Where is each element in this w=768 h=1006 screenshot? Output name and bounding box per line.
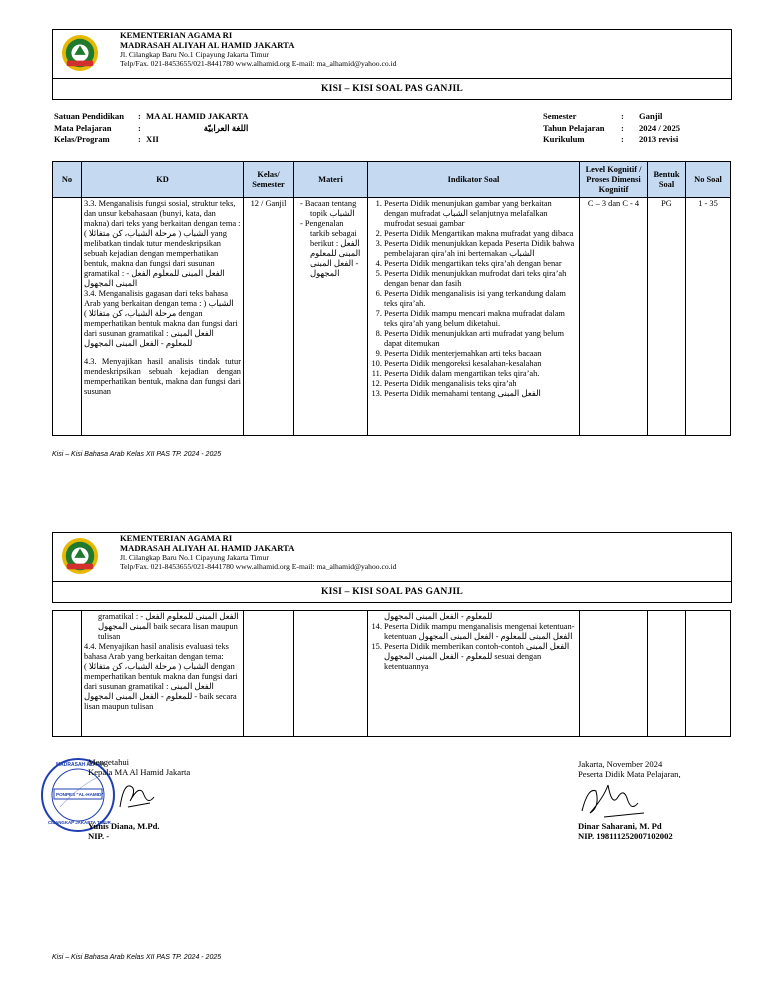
indikator-item: 14. Peserta Didik mampu menganalisis mengenai ketentuan-ketentuan الفعل المبنى للمعلوم - الفعل المبنى المجهول <box>384 622 577 642</box>
school-logo-icon <box>61 537 99 575</box>
header-bentuk: Bentuk Soal <box>648 162 686 198</box>
sign-right-line2: Peserta Didik Mata Pelajaran, <box>578 769 681 779</box>
school-contact: Telp/Fax. 021-8453655/021-8441780 www.alhamid.org E-mail: ma_alhamid@yahoo.co.id <box>120 562 397 571</box>
sign-left-name: Yunis Diana, M.Pd. <box>88 821 160 831</box>
ministry-name: KEMENTERIAN AGAMA RI <box>120 30 233 40</box>
sign-right-nip: NIP. 198111252007102002 <box>578 831 673 841</box>
signature-right-icon <box>578 777 648 821</box>
indikator-item: 6. Peserta Didik menganalisis isi yang terkandung dalam teks qira’ah. <box>384 289 577 309</box>
cell-bentuk <box>648 611 686 737</box>
sign-left-nip: NIP. - <box>88 831 110 841</box>
info-label: Mata Pelajaran <box>54 122 112 133</box>
sign-right-line1: Jakarta, November 2024 <box>578 759 663 769</box>
school-logo-icon <box>61 34 99 72</box>
kd-item: 4.4. Menyajikan hasil analisis evaluasi teks bahasa Arab yang berkaitan dengan tema: الشباب ( مرحلة الشباب، كن متفائلا ) dengan memperhatikan bentuk makna dan fungsi dari dari susunan gramatikal : الفعل المبنى للمعلوم - الفعل المبنى المجهول - baik secara lisan maupun tulisan <box>84 642 238 711</box>
indikator-item: 15. Peserta Didik memberikan contoh-contoh الفعل المبنى للمعلوم - الفعل المبنى المجهول sesuai dengan ketentuannya <box>384 642 577 672</box>
cell-nosoal <box>686 611 731 737</box>
cell-materi <box>294 198 368 436</box>
info-value: اللغة العرابيّة <box>203 122 249 133</box>
indikator-item: 12. Peserta Didik menganalisis teks qira’ah <box>384 379 577 389</box>
sign-left-line1: Mengetahui <box>88 757 130 767</box>
indikator-item: 4. Peserta Didik mengartikan teks qira’ah dengan benar <box>384 259 577 269</box>
info-left: Satuan Pendidikan : MA AL HAMID JAKARTA Mata Pelajaran : اللغة العرابيّة Kelas/Program : XII <box>54 111 249 145</box>
cell-kd <box>82 611 244 737</box>
footer-note: Kisi – Kisi Bahasa Arab Kelas XII PAS TP. 2024 - 2025 <box>52 451 222 458</box>
header-level: Level Kognitif / Proses Dimensi Kognitif <box>580 162 648 198</box>
stamp-text-middle: PONPES "AL-HAMID" <box>56 792 104 797</box>
indikator-item: 10. Peserta Didik mengoreksi kesalahan-kesalahan <box>384 359 577 369</box>
info-label: Kelas/Program <box>54 134 110 145</box>
signature-left <box>40 757 240 847</box>
kd-item: 4.3. Menyajikan hasil analisis tindak tutur mendeskripsikan sebuah kejadian dengan memperhatikan bentuk, makna dan fungsi dari susunan <box>84 357 241 396</box>
sign-left-line2: Kepala MA Al Hamid Jakarta <box>88 767 191 777</box>
cell-no <box>53 611 82 737</box>
header-indikator: Indikator Soal <box>368 162 580 198</box>
indikator-item: 1. Peserta Didik menunjukan gambar yang berkaitan dengan mufradat الشباب selanjutnya melafalkan mufrodat sesuai gambar <box>384 199 577 229</box>
cell-kelas: 12 / Ganjil <box>244 198 294 436</box>
school-contact: Telp/Fax. 021-8453655/021-8441780 www.alhamid.org E-mail: ma_alhamid@yahoo.co.id <box>120 59 397 68</box>
indikator-item: 9. Peserta Didik menterjemahkan arti teks bacaan <box>384 349 577 359</box>
letterhead <box>52 532 732 603</box>
info-value: XII <box>146 134 159 145</box>
document-title: KISI – KISI SOAL PAS GANJIL <box>321 586 463 597</box>
info-value: MA AL HAMID JAKARTA <box>146 111 249 121</box>
indikator-item: 7. Peserta Didik mampu mencari makna mufradat dalam teks qira’ah yang belum diketahui. <box>384 309 577 329</box>
letterhead <box>52 29 732 100</box>
materi-item: - Pengenalan tarkib sebagai berikut : الفعل المبنى للمعلوم - الفعل المبنى المجهول <box>300 219 361 278</box>
indikator-continuation: للمعلوم - الفعل المبنى المجهول <box>384 612 493 621</box>
header-kelas: Kelas/ Semester <box>244 162 294 198</box>
school-address: Jl. Cilangkap Baru No.1 Cipayung Jakarta Timur <box>120 50 269 59</box>
header-no: No <box>53 162 82 198</box>
header-materi: Materi <box>294 162 368 198</box>
school-name: MADRASAH ALIYAH AL HAMID JAKARTA <box>120 543 295 553</box>
signature-right <box>578 759 728 841</box>
cell-indikator <box>368 611 580 737</box>
school-name: MADRASAH ALIYAH AL HAMID JAKARTA <box>120 40 295 50</box>
kisi-table-page1 <box>52 161 731 436</box>
info-label: Semester <box>543 111 577 121</box>
indikator-item: 11. Peserta Didik dalam mengartikan teks qira’ah. <box>384 369 577 379</box>
indikator-item: 13. Peserta Didik memahami tentang الفعل المبنى <box>384 389 577 399</box>
materi-item: - Bacaan tentang topik الشباب <box>300 199 357 218</box>
ministry-name: KEMENTERIAN AGAMA RI <box>120 533 233 543</box>
cell-materi <box>294 611 368 737</box>
info-label: Kurikulum <box>543 134 585 145</box>
info-value: 2024 / 2025 <box>639 122 681 133</box>
header-kd: KD <box>82 162 244 198</box>
cell-no <box>53 198 82 436</box>
school-address: Jl. Cilangkap Baru No.1 Cipayung Jakarta Timur <box>120 553 269 562</box>
info-value: 2013 revisi <box>639 134 679 145</box>
sign-right-name: Dinar Saharani, M. Pd <box>578 821 662 831</box>
indikator-item: 2. Peserta Didik Mengartikan makna mufradat yang dibaca <box>384 229 577 239</box>
info-label: Tahun Pelajaran <box>543 122 605 133</box>
cell-indikator <box>368 198 580 436</box>
indikator-item: 3. Peserta Didik menunjukkan kepada Peserta Didik bahwa pembelajaran qira’ah ini bertemakan الشباب <box>384 239 577 259</box>
cell-nosoal: 1 - 35 <box>686 198 731 436</box>
stamp-text-bottom: CILANGKAP JAKARTA TIMUR <box>48 820 111 825</box>
header-nosoal: No Soal <box>686 162 731 198</box>
cell-kd <box>82 198 244 436</box>
kd-item: gramatikal : - الفعل المبنى للمعلوم الفعل المبنى المجهول baik secara lisan maupun tulisan <box>98 612 239 641</box>
indikator-item: 5. Peserta Didik menunjukkan mufrodat dari teks qira’ah dengan benar dan fasih <box>384 269 577 289</box>
cell-bentuk: PG <box>648 198 686 436</box>
signature-left-icon <box>110 777 160 813</box>
cell-kelas <box>244 611 294 737</box>
document-title: KISI – KISI SOAL PAS GANJIL <box>321 83 463 94</box>
info-right: Semester : Ganjil Tahun Pelajaran : 2024 / 2025 Kurikulum : 2013 revisi <box>543 111 681 145</box>
info-value: Ganjil <box>639 111 663 121</box>
footer-note: Kisi – Kisi Bahasa Arab Kelas XII PAS TP. 2024 - 2025 <box>52 954 222 961</box>
kd-item: 3.4. Menganalisis gagasan dari teks bahasa Arab yang berkaitan dengan tema : الشباب ( مرحلة الشباب، كن متفائلا ) dengan memperhatikan bentuk makna dan fungsi dari dari susunan gramatikal : الفعل المبنى للمعلوم - الفعل المبنى المجهول <box>84 289 238 348</box>
kd-item: 3.3. Menganalisis fungsi sosial, struktur teks, dan unsur kebahasaan (bunyi, kata, dan makna) dari teks yang berkaitan dengan tema : الشباب ( مرحلة الشباب، كن متفائلا ) yang melibatkan tindak tutur mendeskripsikan sebuah kejadian dengan memperhatikan bentuk, makna dan fungsi dari susunan gramatikal : - الفعل المبنى للمعلوم الفعل المبنى المجهول <box>84 199 241 288</box>
cell-level: C – 3 dan C - 4 <box>580 198 648 436</box>
stamp-text-top: MADRASAH ALIYAH <box>56 762 105 768</box>
info-label: Satuan Pendidikan <box>54 111 124 121</box>
indikator-item: 8. Peserta Didik menunjukkan arti mufradat yang belum dapat ditemukan <box>384 329 577 349</box>
cell-level <box>580 611 648 737</box>
kisi-table-page2 <box>52 610 731 737</box>
